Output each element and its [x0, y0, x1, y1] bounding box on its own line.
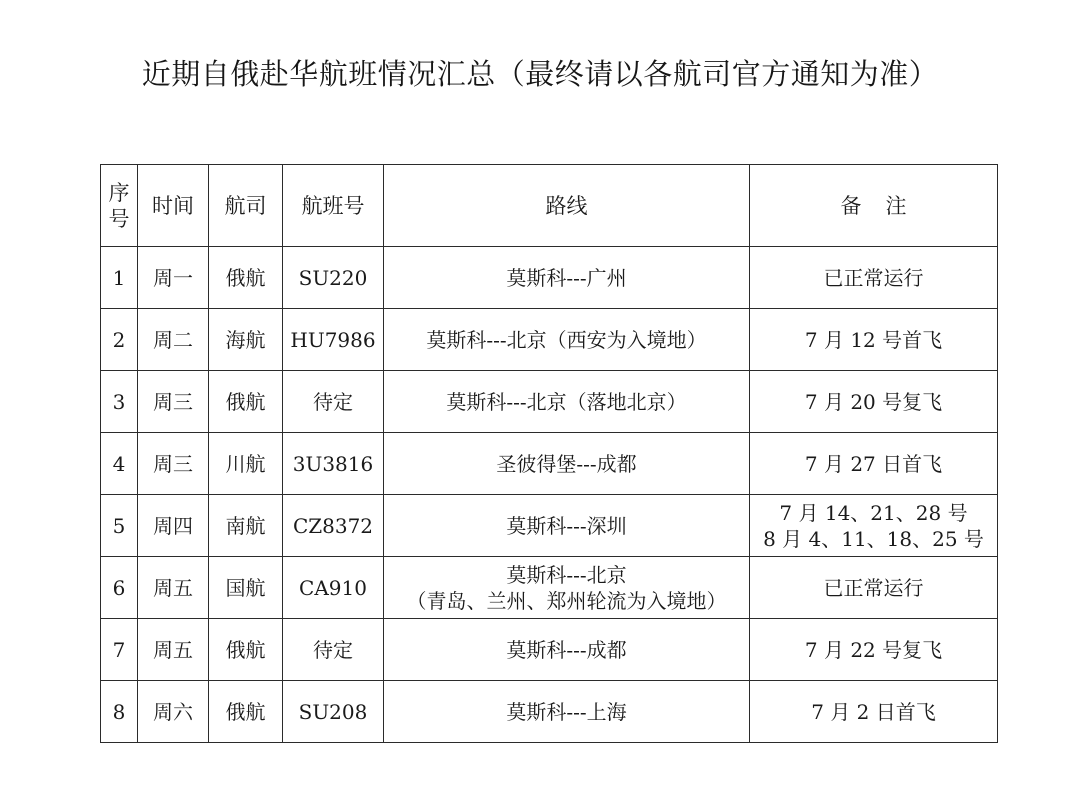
cell-flight: 待定 [283, 371, 384, 433]
route-line: 莫斯科---北京（落地北京） [446, 389, 687, 414]
header-flight: 航班号 [283, 165, 384, 247]
cell-route [384, 681, 750, 743]
route-line: 圣彼得堡---成都 [496, 451, 637, 476]
cell-remark [750, 619, 998, 681]
cell-flight: CZ8372 [283, 495, 384, 557]
cell-remark [750, 495, 998, 557]
cell-no: 1 [101, 247, 138, 309]
route-line: 莫斯科---上海 [506, 699, 627, 724]
table-row [101, 247, 998, 309]
table-header-row [101, 165, 998, 247]
cell-remark [750, 557, 998, 619]
cell-no: 6 [101, 557, 138, 619]
route-line: 莫斯科---成都 [506, 637, 627, 662]
cell-flight: SU220 [283, 247, 384, 309]
cell-remark [750, 433, 998, 495]
header-airline: 航司 [209, 165, 283, 247]
cell-flight: SU208 [283, 681, 384, 743]
cell-day: 周三 [138, 433, 209, 495]
route-line: 莫斯科---深圳 [506, 513, 627, 538]
table-row [101, 681, 998, 743]
cell-day: 周五 [138, 619, 209, 681]
cell-airline: 南航 [209, 495, 283, 557]
remark-line: 已正常运行 [823, 265, 924, 290]
cell-remark [750, 309, 998, 371]
cell-route [384, 619, 750, 681]
remark-line: 7 月 12 号首飞 [804, 327, 943, 352]
cell-airline: 俄航 [209, 247, 283, 309]
remark-line: 已正常运行 [823, 575, 924, 600]
table-row [101, 309, 998, 371]
cell-no: 5 [101, 495, 138, 557]
table-row [101, 371, 998, 433]
cell-day: 周五 [138, 557, 209, 619]
cell-flight: 3U3816 [283, 433, 384, 495]
table-row [101, 433, 998, 495]
cell-flight: 待定 [283, 619, 384, 681]
cell-airline: 俄航 [209, 371, 283, 433]
remark-line: 7 月 27 日首飞 [804, 451, 943, 476]
cell-route [384, 495, 750, 557]
cell-no: 7 [101, 619, 138, 681]
cell-route [384, 557, 750, 619]
cell-route [384, 371, 750, 433]
header-no-line1: 序 [108, 180, 130, 205]
cell-airline: 俄航 [209, 681, 283, 743]
table-row [101, 619, 998, 681]
cell-day: 周四 [138, 495, 209, 557]
header-no [101, 165, 138, 247]
cell-airline: 国航 [209, 557, 283, 619]
remark-line: 8 月 4、11、18、25 号 [763, 526, 984, 551]
flight-schedule-table [100, 164, 998, 743]
cell-day: 周二 [138, 309, 209, 371]
cell-day: 周六 [138, 681, 209, 743]
cell-airline: 川航 [209, 433, 283, 495]
cell-flight: HU7986 [283, 309, 384, 371]
header-remark: 备注 [750, 165, 998, 247]
header-day: 时间 [138, 165, 209, 247]
cell-route [384, 433, 750, 495]
cell-no: 4 [101, 433, 138, 495]
route-line: 莫斯科---北京 [506, 562, 627, 587]
remark-line: 7 月 20 号复飞 [804, 389, 943, 414]
header-no-line2: 号 [108, 206, 130, 231]
header-route: 路线 [384, 165, 750, 247]
remark-line: 7 月 2 日首飞 [811, 699, 936, 724]
cell-remark [750, 247, 998, 309]
cell-route [384, 247, 750, 309]
route-line: （青岛、兰州、郑州轮流为入境地） [406, 588, 727, 613]
cell-no: 8 [101, 681, 138, 743]
cell-remark [750, 371, 998, 433]
route-line: 莫斯科---北京（西安为入境地） [426, 327, 707, 352]
cell-flight: CA910 [283, 557, 384, 619]
remark-line: 7 月 22 号复飞 [804, 637, 943, 662]
remark-line: 7 月 14、21、28 号 [779, 500, 968, 525]
cell-airline: 俄航 [209, 619, 283, 681]
cell-no: 2 [101, 309, 138, 371]
table-row [101, 557, 998, 619]
cell-route [384, 309, 750, 371]
cell-remark [750, 681, 998, 743]
cell-no: 3 [101, 371, 138, 433]
cell-day: 周一 [138, 247, 209, 309]
route-line: 莫斯科---广州 [506, 265, 627, 290]
cell-day: 周三 [138, 371, 209, 433]
table-row [101, 495, 998, 557]
document-title: 近期自俄赴华航班情况汇总（最终请以各航司官方通知为准） [141, 57, 939, 91]
cell-airline: 海航 [209, 309, 283, 371]
